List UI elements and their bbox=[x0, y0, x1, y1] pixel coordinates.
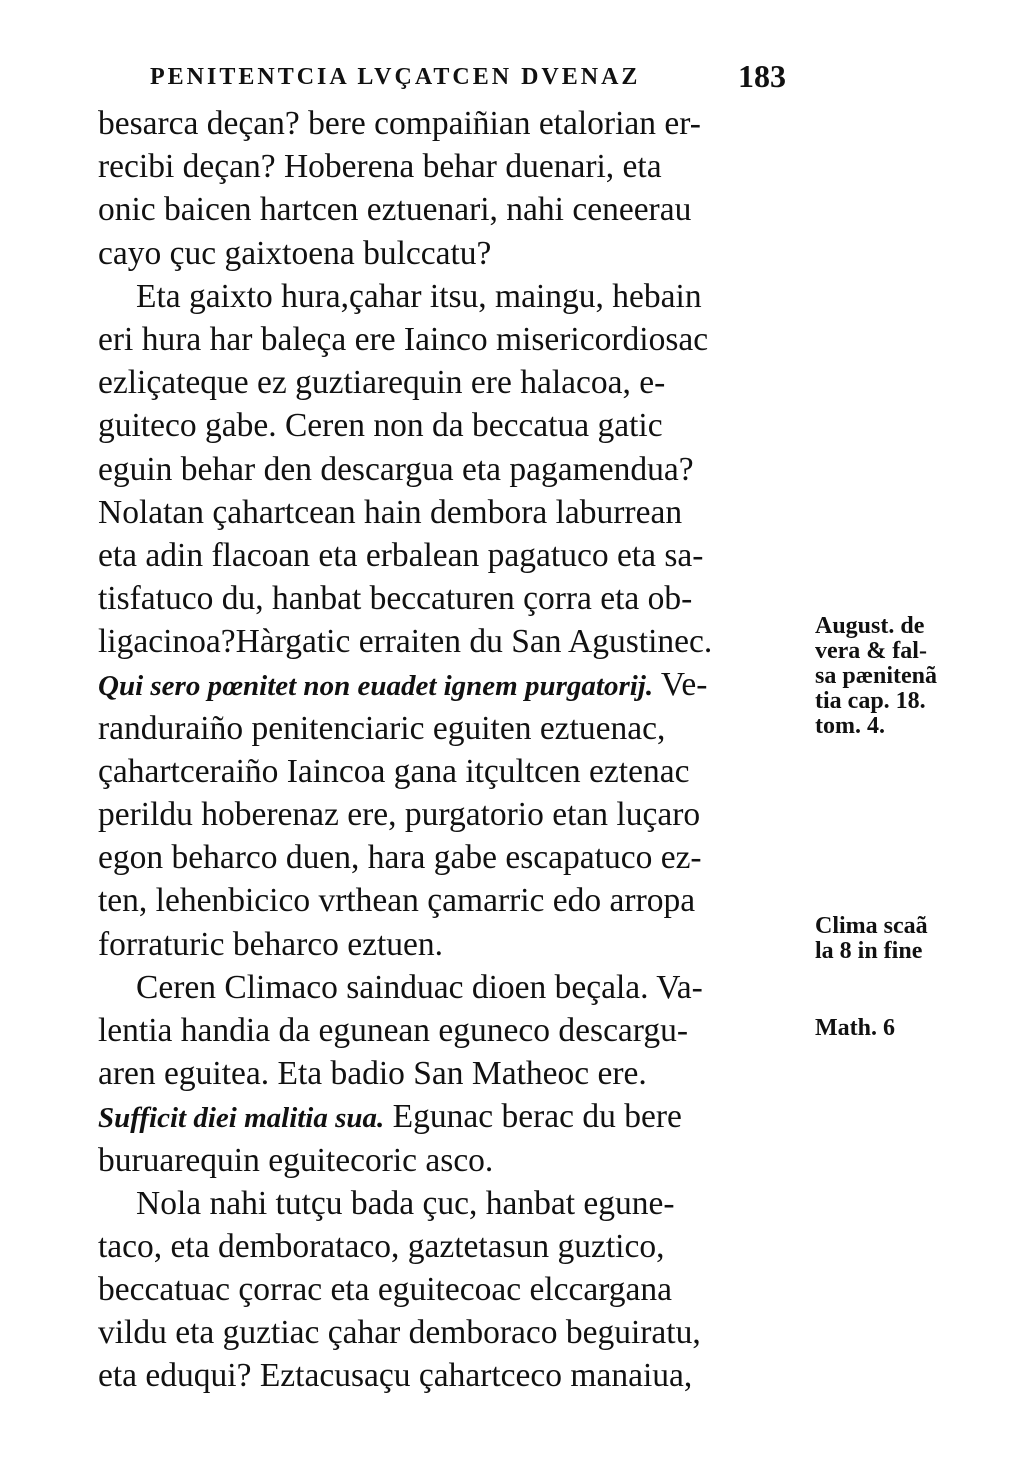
text-line-content: tisfatuco du, hanbat beccaturen çorra eta ob- bbox=[98, 580, 693, 618]
text-line bbox=[98, 1095, 818, 1138]
margin-note-line: sa pænitenã bbox=[815, 663, 938, 689]
text-line-content: besarca deçan? bere compaiñian etalorian er- bbox=[98, 105, 701, 142]
text-line bbox=[98, 145, 818, 188]
margin-note-line: Math. 6 bbox=[815, 1015, 895, 1041]
margin-note-august bbox=[815, 614, 995, 739]
text-line bbox=[98, 102, 818, 145]
text-line bbox=[98, 1009, 818, 1052]
text-line-content: Eta gaixto hura,çahar itsu, maingu, hebain bbox=[136, 277, 702, 315]
text-line-content: randuraiño penitenciaric eguiten eztuenac, bbox=[98, 709, 666, 747]
text-line bbox=[98, 1182, 818, 1225]
text-line-tail: Ve- bbox=[653, 666, 708, 704]
text-line-content: perildu hoberenaz ere, purgatorio etan luçaro bbox=[98, 796, 701, 833]
text-line bbox=[98, 1139, 818, 1182]
text-line-content: eta adin flacoan eta erbalean pagatuco eta sa- bbox=[98, 536, 704, 574]
text-line-content: Ceren Climaco sainduac dioen beçala. Va- bbox=[136, 968, 703, 1006]
margin-note-line: tia cap. 18. bbox=[815, 688, 926, 714]
text-line bbox=[98, 966, 818, 1009]
text-line bbox=[98, 318, 818, 361]
text-line-content: Qui sero pœnitet non euadet ignem purgatorij. bbox=[98, 670, 654, 703]
margin-note-line: la 8 in fine bbox=[815, 938, 923, 964]
text-line-content: aren eguitea. Eta badio San Matheoc ere. bbox=[98, 1055, 647, 1093]
margin-note-line: vera & fal- bbox=[815, 638, 927, 664]
text-line-content: vildu eta guztiac çahar demboraco beguiratu, bbox=[98, 1314, 701, 1352]
margin-note-clima bbox=[815, 914, 995, 964]
margin-note-line: Clima scaã bbox=[815, 913, 928, 939]
text-line-content: eri hura har baleça ere Iainco misericordiosac bbox=[98, 320, 709, 358]
text-line-content: onic baicen hartcen eztuenari, nahi ceneerau bbox=[98, 191, 692, 229]
text-line-content: guiteco gabe. Ceren non da beccatua gatic bbox=[98, 407, 663, 445]
running-title: PENITENTCIA LVÇATCEN DVENAZ bbox=[150, 64, 641, 90]
text-line bbox=[98, 577, 818, 620]
text-line bbox=[98, 188, 818, 231]
text-line bbox=[98, 1225, 818, 1268]
text-line bbox=[98, 448, 818, 491]
text-line-content: recibi deçan? Hoberena behar duenari, eta bbox=[98, 148, 662, 186]
text-line bbox=[98, 620, 818, 663]
text-line-content: eta eduqui? Eztacusaçu çahartceco manaiua, bbox=[98, 1357, 693, 1395]
text-line-content: ligacinoa?Hàrgatic erraiten du San Agustinec. bbox=[98, 623, 713, 661]
main-text-block bbox=[98, 102, 818, 1398]
text-line bbox=[98, 361, 818, 404]
text-line bbox=[98, 232, 818, 275]
text-line bbox=[98, 836, 818, 879]
page-number: 183 bbox=[738, 58, 786, 94]
text-line bbox=[98, 663, 818, 706]
text-line bbox=[98, 1354, 818, 1397]
text-line-content: Sufficit diei malitia sua. bbox=[98, 1102, 385, 1135]
text-line bbox=[98, 1268, 818, 1311]
margin-note-line: August. de bbox=[815, 613, 925, 639]
text-line bbox=[98, 491, 818, 534]
text-line-content: ten, lehenbicico vrthean çamarric edo arropa bbox=[98, 882, 696, 920]
text-line bbox=[98, 404, 818, 447]
text-line bbox=[98, 275, 818, 318]
text-line-content: beccatuac çorrac eta eguitecoac elccargana bbox=[98, 1271, 673, 1309]
text-line bbox=[98, 707, 818, 750]
text-line-content: çahartceraiño Iaincoa gana itçultcen eztenac bbox=[98, 752, 690, 790]
text-line-content: Nolatan çahartcean hain dembora laburrean bbox=[98, 493, 683, 531]
text-line-content: Nola nahi tutçu bada çuc, hanbat egune- bbox=[136, 1184, 675, 1222]
text-line bbox=[98, 923, 818, 966]
text-line bbox=[98, 793, 818, 836]
text-line bbox=[98, 879, 818, 922]
text-line-content: egon beharco duen, hara gabe escapatuco ez- bbox=[98, 839, 702, 877]
text-line-content: eguin behar den descargua eta pagamendua? bbox=[98, 450, 694, 488]
text-line bbox=[98, 750, 818, 793]
text-line-content: taco, eta demborataco, gaztetasun guztico, bbox=[98, 1227, 665, 1265]
margin-note-math bbox=[815, 1016, 995, 1041]
text-line-tail: Egunac berac du bere bbox=[384, 1098, 682, 1136]
text-line-content: cayo çuc gaixtoena bulccatu? bbox=[98, 234, 492, 272]
text-line bbox=[98, 1311, 818, 1354]
text-line-content: forraturic beharco eztuen. bbox=[98, 925, 444, 963]
text-line-content: lentia handia da egunean eguneco descargu- bbox=[98, 1011, 689, 1049]
text-line bbox=[98, 1052, 818, 1095]
text-line-content: buruarequin eguitecoric asco. bbox=[98, 1141, 494, 1179]
text-line bbox=[98, 534, 818, 577]
page-header bbox=[150, 58, 830, 98]
margin-note-line: tom. 4. bbox=[815, 713, 885, 739]
text-line-content: ezliçateque ez guztiarequin ere halacoa, e- bbox=[98, 364, 666, 402]
